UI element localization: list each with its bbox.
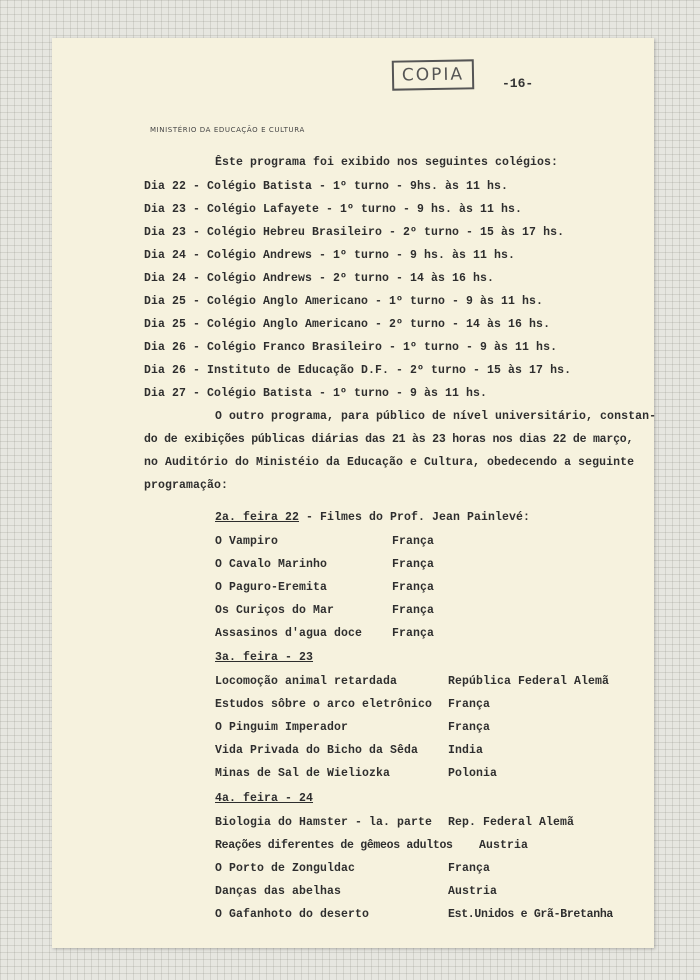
film-title: Reações diferentes de gêmeos adultos: [215, 839, 453, 852]
schedule-line: Dia 23 - Colégio Lafayete - 1º turno - 9 hs. às 11 hs.: [144, 203, 523, 216]
schedule-line: Dia 25 - Colégio Anglo Americano - 1º turno - 9 às 11 hs.: [144, 295, 544, 308]
schedule-line: Dia 26 - Instituto de Educação D.F. - 2º turno - 15 às 17 hs.: [144, 364, 572, 377]
day-heading-date: 3a. feira - 23: [215, 651, 314, 664]
paragraph-line: no Auditório do Ministéio da Educação e Cultura, obedecendo a seguinte: [144, 456, 635, 469]
film-country: India: [448, 744, 484, 757]
film-title: Os Curiços do Mar: [215, 604, 335, 617]
film-title: Minas de Sal de Wieliozka: [215, 767, 391, 780]
film-title: Danças das abelhas: [215, 885, 342, 898]
schedule-line: Dia 26 - Colégio Franco Brasileiro - 1º turno - 9 às 11 hs.: [144, 341, 558, 354]
schedule-line: Dia 25 - Colégio Anglo Americano - 2º turno - 14 às 16 hs.: [144, 318, 551, 331]
ministry-header: MINISTÉRIO DA EDUCAÇÃO E CULTURA: [150, 126, 305, 134]
film-country: França: [392, 581, 435, 594]
film-country: Rep. Federal Alemã: [448, 816, 575, 829]
day-heading-date: 2a. feira 22: [215, 511, 300, 524]
film-country: França: [448, 698, 491, 711]
schedule-line: Dia 27 - Colégio Batista - 1º turno - 9 às 11 hs.: [144, 387, 488, 400]
day-heading: [215, 651, 313, 664]
film-title: O Porto de Zonguldac: [215, 862, 356, 875]
page-number: -16-: [502, 76, 534, 91]
copia-stamp: COPIA: [392, 59, 475, 90]
film-title: O Cavalo Marinho: [215, 558, 328, 571]
film-country: Austria: [448, 885, 498, 898]
film-title: Biologia do Hamster - la. parte: [215, 816, 433, 829]
paragraph-line: O outro programa, para público de nível universitário, constan-: [215, 410, 657, 423]
film-title: O Vampiro: [215, 535, 279, 548]
film-country: Est.Unidos e Grã-Bretanha: [448, 908, 614, 921]
film-country: Austria: [479, 839, 529, 852]
day-heading-rest: - Filmes do Prof. Jean Painlevé:: [299, 511, 531, 524]
schedule-line: Dia 22 - Colégio Batista - 1º turno - 9hs. às 11 hs.: [144, 180, 509, 193]
film-title: Locomoção animal retardada: [215, 675, 398, 688]
film-country: França: [448, 721, 491, 734]
film-country: República Federal Alemã: [448, 675, 610, 688]
film-country: Polonia: [448, 767, 498, 780]
day-heading: [215, 792, 313, 805]
film-country: França: [392, 558, 435, 571]
day-heading-date: 4a. feira - 24: [215, 792, 314, 805]
film-country: França: [392, 627, 435, 640]
film-country: França: [392, 535, 435, 548]
document-page: [52, 38, 657, 948]
day-heading: [215, 511, 530, 524]
schedule-line: Dia 24 - Colégio Andrews - 2º turno - 14 às 16 hs.: [144, 272, 495, 285]
film-title: Estudos sôbre o arco eletrônico: [215, 698, 433, 711]
film-title: Vida Privada do Bicho da Sêda: [215, 744, 419, 757]
paragraph-line: do de exibições públicas diárias das 21 às 23 horas nos dias 22 de março,: [144, 433, 634, 446]
film-title: Assasinos d'agua doce: [215, 627, 363, 640]
film-title: O Gafanhoto do deserto: [215, 908, 370, 921]
paragraph-line: programação:: [144, 479, 229, 492]
film-country: França: [392, 604, 435, 617]
schedule-line: Dia 23 - Colégio Hebreu Brasileiro - 2º turno - 15 às 17 hs.: [144, 226, 565, 239]
intro-line: Êste programa foi exibido nos seguintes colégios:: [215, 156, 559, 169]
film-title: O Pinguim Imperador: [215, 721, 349, 734]
schedule-line: Dia 24 - Colégio Andrews - 1º turno - 9 hs. às 11 hs.: [144, 249, 516, 262]
film-title: O Paguro-Eremita: [215, 581, 328, 594]
film-country: França: [448, 862, 491, 875]
